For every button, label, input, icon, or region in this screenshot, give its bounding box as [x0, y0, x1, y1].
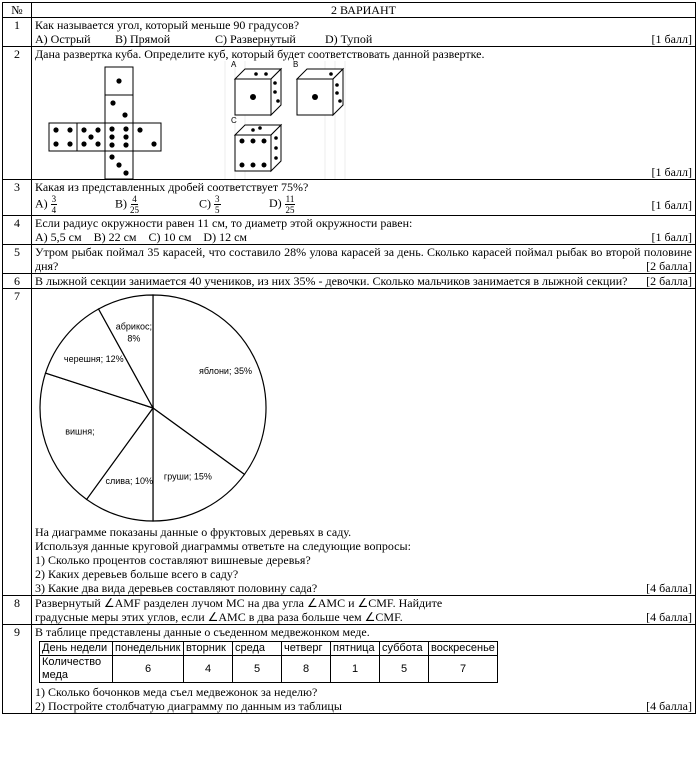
pie-slice-label: яблони; 35%: [198, 366, 252, 377]
honey-table-row: [40, 656, 498, 683]
question-number: 6: [3, 274, 32, 289]
question-5-row: [3, 245, 696, 274]
question-line-2: градусные меры этих углов, если ∠АМС в два раза больше чем ∠CMF.: [35, 610, 403, 624]
table-cell: среда: [233, 642, 282, 656]
honey-table: [39, 641, 498, 683]
points-label: [1 балл]: [651, 197, 692, 212]
table-cell: День недели: [40, 642, 113, 656]
question-line-1: Развернутый ∠AMF разделен лучом МС на два угла ∠АМС и ∠CMF. Найдите: [35, 596, 443, 610]
question-line-1: 1) Сколько бочонков меда съел медвежонок за неделю?: [35, 685, 318, 699]
question-4: [32, 216, 696, 245]
table-cell: суббота: [380, 642, 429, 656]
table-cell: 1: [331, 656, 380, 683]
question-7-row: [3, 289, 696, 596]
question-7: [32, 289, 696, 596]
question-text: Если радиус окружности равен 11 см, то диаметр этой окружности равен:: [35, 216, 413, 230]
question-text: Как называется угол, который меньше 90 градусов?: [35, 18, 300, 32]
question-text: Дана развертка куба. Определите куб, который будет соответствовать данной развертке.: [35, 47, 485, 61]
points-label: [1 балл]: [651, 165, 692, 179]
question-6-row: [3, 274, 696, 289]
question-6: [32, 274, 696, 289]
table-cell: 7: [429, 656, 498, 683]
question-text: В таблице представлены данные о съеденном медвежонком меде.: [35, 625, 370, 639]
table-cell: 6: [113, 656, 184, 683]
question-4-row: [3, 216, 696, 245]
fraction-c: $\frac{3}{5}$: [215, 194, 220, 215]
test-table: [2, 2, 696, 714]
question-line-1: На диаграмме показаны данные о фруктовых деревьях в саду.: [35, 525, 352, 539]
cube-b-label: B: [293, 61, 299, 69]
question-text: Какая из представленных дробей соответствует 75%?: [35, 180, 309, 194]
table-cell: вторник: [184, 642, 233, 656]
pie-slice-label: вишня;: [65, 426, 95, 437]
question-number: 2: [3, 47, 32, 180]
table-cell: 8: [282, 656, 331, 683]
pie-chart: [35, 291, 295, 525]
option-a: А) Острый: [35, 32, 91, 46]
question-number: 9: [3, 625, 32, 714]
points-label: [1 балл]: [651, 230, 692, 244]
question-line-2: Используя данные круговой диаграммы ответьте на следующие вопросы:: [35, 539, 411, 553]
question-text: Утром рыбак поймал 35 карасей, что составило 28% улова карасей за день. Сколько карасей поймал рыбак во второй половине дня?: [35, 245, 692, 273]
answer-options: А) 5,5 см В) 22 см С) 10 см D) 12 см: [35, 230, 248, 244]
question-8-row: [3, 596, 696, 625]
option-c: С) Развернутый: [215, 32, 296, 46]
question-number: 8: [3, 596, 32, 625]
question-number: 4: [3, 216, 32, 245]
answer-options: А) $\frac{3}{4}$ В) $\frac{4}{25}$ С) $\frac{3}{5}$ D) $\frac{11}{25}$: [35, 194, 295, 215]
points-label: [2 балла]: [646, 274, 692, 288]
option-b: В) Прямой: [115, 32, 171, 46]
pie-slice-label: абрикос; 8%: [115, 321, 153, 344]
question-number: 3: [3, 180, 32, 216]
table-cell: Количество меда: [40, 656, 113, 683]
question-line-3: 1) Сколько процентов составляют вишневые деревья?: [35, 553, 311, 567]
question-2: [32, 47, 696, 180]
table-cell: пятница: [331, 642, 380, 656]
points-label: [4 балла]: [646, 610, 692, 624]
fraction-d: $\frac{11}{25}$: [285, 194, 295, 215]
question-1-row: [3, 18, 696, 47]
table-cell: четверг: [282, 642, 331, 656]
honey-table-header: [40, 642, 498, 656]
points-label: [1 балл]: [651, 32, 692, 46]
question-text: В лыжной секции занимается 40 учеников, из них 35% - девочки. Сколько мальчиков занимается в лыжной секции?: [35, 274, 628, 288]
question-3: [32, 180, 696, 216]
question-8: [32, 596, 696, 625]
pie-slice-label: слива; 10%: [105, 476, 153, 487]
question-line-5: 3) Какие два вида деревьев составляют половину сада?: [35, 581, 318, 595]
points-label: [4 балла]: [646, 581, 692, 595]
question-line-4: 2) Каких деревьев больше всего в саду?: [35, 567, 239, 581]
question-5: [32, 245, 696, 274]
table-cell: воскресенье: [429, 642, 498, 656]
answer-options: [35, 32, 372, 46]
fraction-a: $\frac{3}{4}$: [51, 194, 57, 215]
pie-slice-label: груши; 15%: [163, 471, 212, 482]
table-cell: 5: [380, 656, 429, 683]
table-cell: 5: [233, 656, 282, 683]
cube-a-label: A: [231, 61, 237, 69]
question-line-2: 2) Постройте столбчатую диаграмму по данным из таблицы: [35, 699, 342, 713]
table-cell: 4: [184, 656, 233, 683]
question-3-row: [3, 180, 696, 216]
question-number: 7: [3, 289, 32, 596]
question-9-row: [3, 625, 696, 714]
question-9: [32, 625, 696, 714]
header-variant: 2 ВАРИАНТ: [32, 3, 696, 18]
points-label: [4 балла]: [646, 699, 692, 713]
question-number: 1: [3, 18, 32, 47]
pie-slice-label: черешня; 12%: [63, 354, 124, 365]
fraction-b: $\frac{4}{25}$: [130, 194, 139, 215]
table-cell: понедельник: [113, 642, 184, 656]
table-header-row: [3, 3, 696, 18]
question-1: [32, 18, 696, 47]
cube-c-label: C: [231, 116, 237, 125]
question-number: 5: [3, 245, 32, 274]
points-label: [2 балла]: [646, 259, 692, 273]
question-2-row: [3, 47, 696, 180]
option-d: D) Тупой: [325, 32, 373, 46]
header-num: №: [3, 3, 32, 18]
cube-net-drawing: [35, 61, 695, 179]
